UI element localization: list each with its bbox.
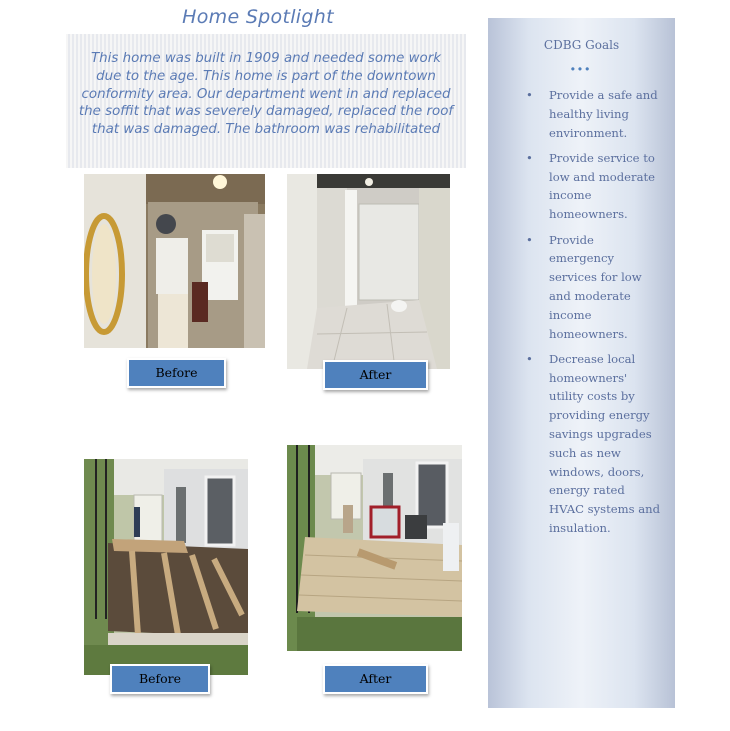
photo-porch-after xyxy=(287,445,462,651)
intro-text: This home was built in 1909 and needed some work due to the age. This home is part of the downtown conformity area. Our department went in and replaced the soffit that was severely damaged, replaced the roof that was damaged. The bathroom was rehabilitated xyxy=(78,51,454,138)
bathroom-after-image xyxy=(287,174,450,369)
photo3-caption-before: Before xyxy=(110,664,210,694)
interior-before-image xyxy=(84,174,265,348)
photo-interior-before xyxy=(84,174,265,348)
photo-porch-before xyxy=(84,459,248,675)
goal-item: • Provide service to low and moderate income homeowners. xyxy=(526,149,662,224)
sidebar-dots-divider: ••• xyxy=(570,62,593,76)
photo-bathroom-after xyxy=(287,174,450,369)
goal-item: • Decrease local homeowners' utility costs by providing energy savings upgrades such as new windows, doors, energy rated HVAC systems and insulation. xyxy=(526,350,662,538)
photo4-caption-after: After xyxy=(323,664,428,694)
porch-after-image xyxy=(287,445,462,651)
photo1-caption-before: Before xyxy=(127,358,226,388)
goal-item: • Provide a safe and healthy living environment. xyxy=(526,86,662,142)
porch-before-image xyxy=(84,459,248,675)
page-title: Home Spotlight xyxy=(182,6,334,28)
sidebar-title: CDBG Goals xyxy=(543,38,620,52)
cdbg-goals-sidebar xyxy=(488,18,675,708)
goals-list xyxy=(526,86,662,544)
photo2-caption-after: After xyxy=(323,360,428,390)
goal-item: • Provide emergency services for low and moderate income homeowners. xyxy=(526,231,662,344)
